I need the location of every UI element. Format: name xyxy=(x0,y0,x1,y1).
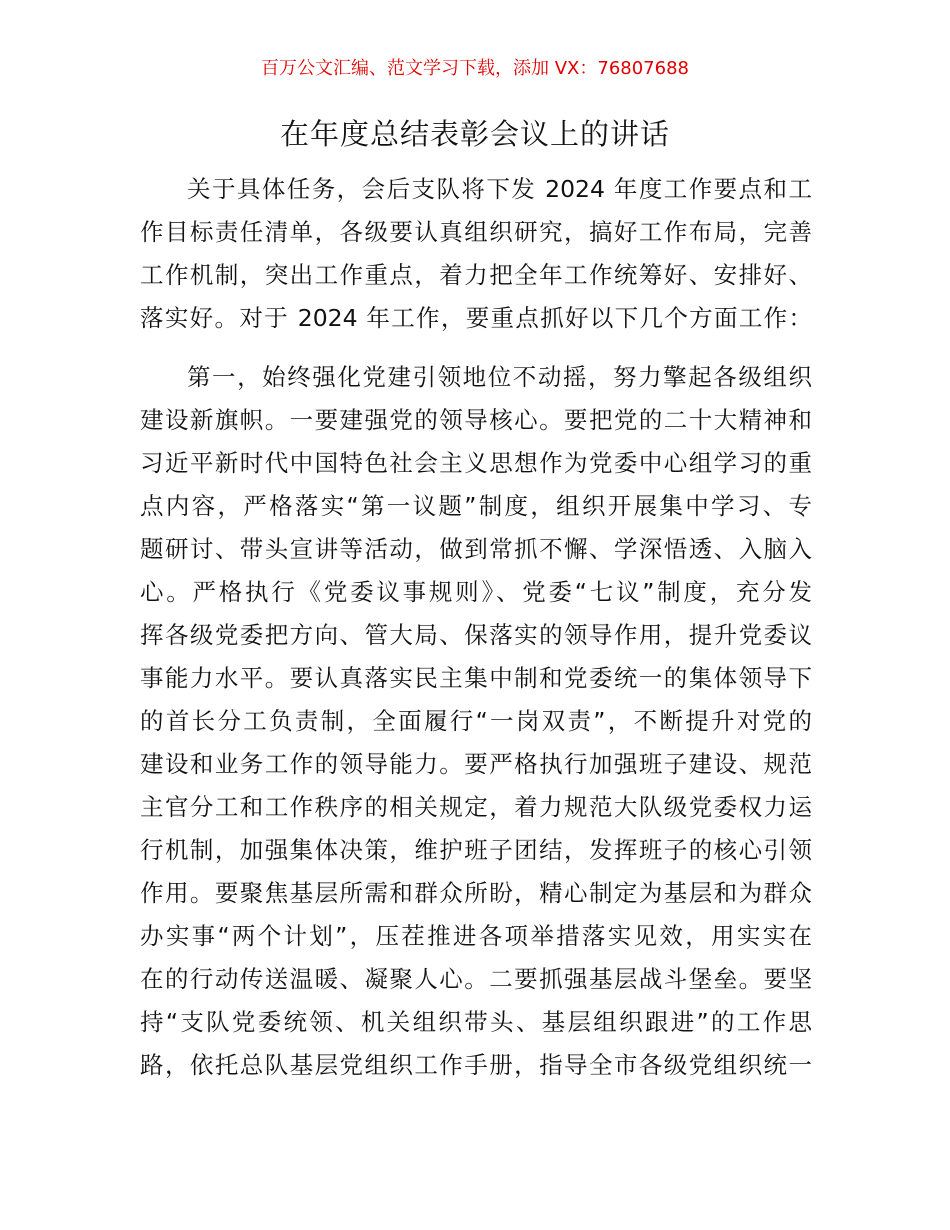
text-line: 建设新旗帜。一要建强党的领导核心。要把党的二十大精神和 xyxy=(140,406,812,434)
text-line: 习近平新时代中国特色社会主义思想作为党委中心组学习的重 xyxy=(140,449,812,477)
text-line: 挥各级党委把方向、管大局、保落实的领导作用，提升党委议 xyxy=(140,621,812,649)
paragraph-1 xyxy=(140,168,812,340)
text-line: 的首长分工负责制，全面履行“一岗双责”，不断提升对党的 xyxy=(140,707,812,735)
text-line: 作目标责任清单，各级要认真组织研究，搞好工作布局，完善 xyxy=(140,218,812,246)
paragraph-2 xyxy=(140,356,812,1087)
text-line: 落实好。对于 2024 年工作，要重点抓好以下几个方面工作： xyxy=(140,304,812,332)
text-line: 工作机制，突出工作重点，着力把全年工作统筹好、安排好、 xyxy=(140,261,812,289)
page-title: 在年度总结表彰会议上的讲话 xyxy=(279,117,670,151)
text-line: 路，依托总队基层党组织工作手册，指导全市各级党组织统一 xyxy=(140,1051,812,1079)
text-line: 行机制，加强集体决策，维护班子团结，发挥班子的核心引领 xyxy=(140,836,812,864)
text-line: 办实事“两个计划”，压茬推进各项举措落实见效，用实实在 xyxy=(140,922,812,950)
text-line: 心。严格执行《党委议事规则》、党委“七议”制度，充分发 xyxy=(140,578,812,606)
document-body xyxy=(140,168,812,1103)
text-line: 点内容，严格落实“第一议题”制度，组织开展集中学习、专 xyxy=(140,492,812,520)
text-line: 建设和业务工作的领导能力。要严格执行加强班子建设、规范 xyxy=(140,750,812,778)
text-line: 在的行动传送温暖、凝聚人心。二要抓强基层战斗堡垒。要坚 xyxy=(140,965,812,993)
text-line: 第一，始终强化党建引领地位不动摇，努力擎起各级组织 xyxy=(187,363,812,391)
text-line: 作用。要聚焦基层所需和群众所盼，精心制定为基层和为群众 xyxy=(140,879,812,907)
text-line: 事能力水平。要认真落实民主集中制和党委统一的集体领导下 xyxy=(140,664,812,692)
text-line: 题研讨、带头宣讲等活动，做到常抓不懈、学深悟透、入脑入 xyxy=(140,535,812,563)
watermark-banner: 百万公文汇编、范文学习下载，添加 VX：76807688 xyxy=(261,58,689,79)
text-line: 关于具体任务，会后支队将下发 2024 年度工作要点和工 xyxy=(187,175,812,203)
text-line: 主官分工和工作秩序的相关规定，着力规范大队级党委权力运 xyxy=(140,793,812,821)
text-line: 持“支队党委统领、机关组织带头、基层组织跟进”的工作思 xyxy=(140,1008,812,1036)
